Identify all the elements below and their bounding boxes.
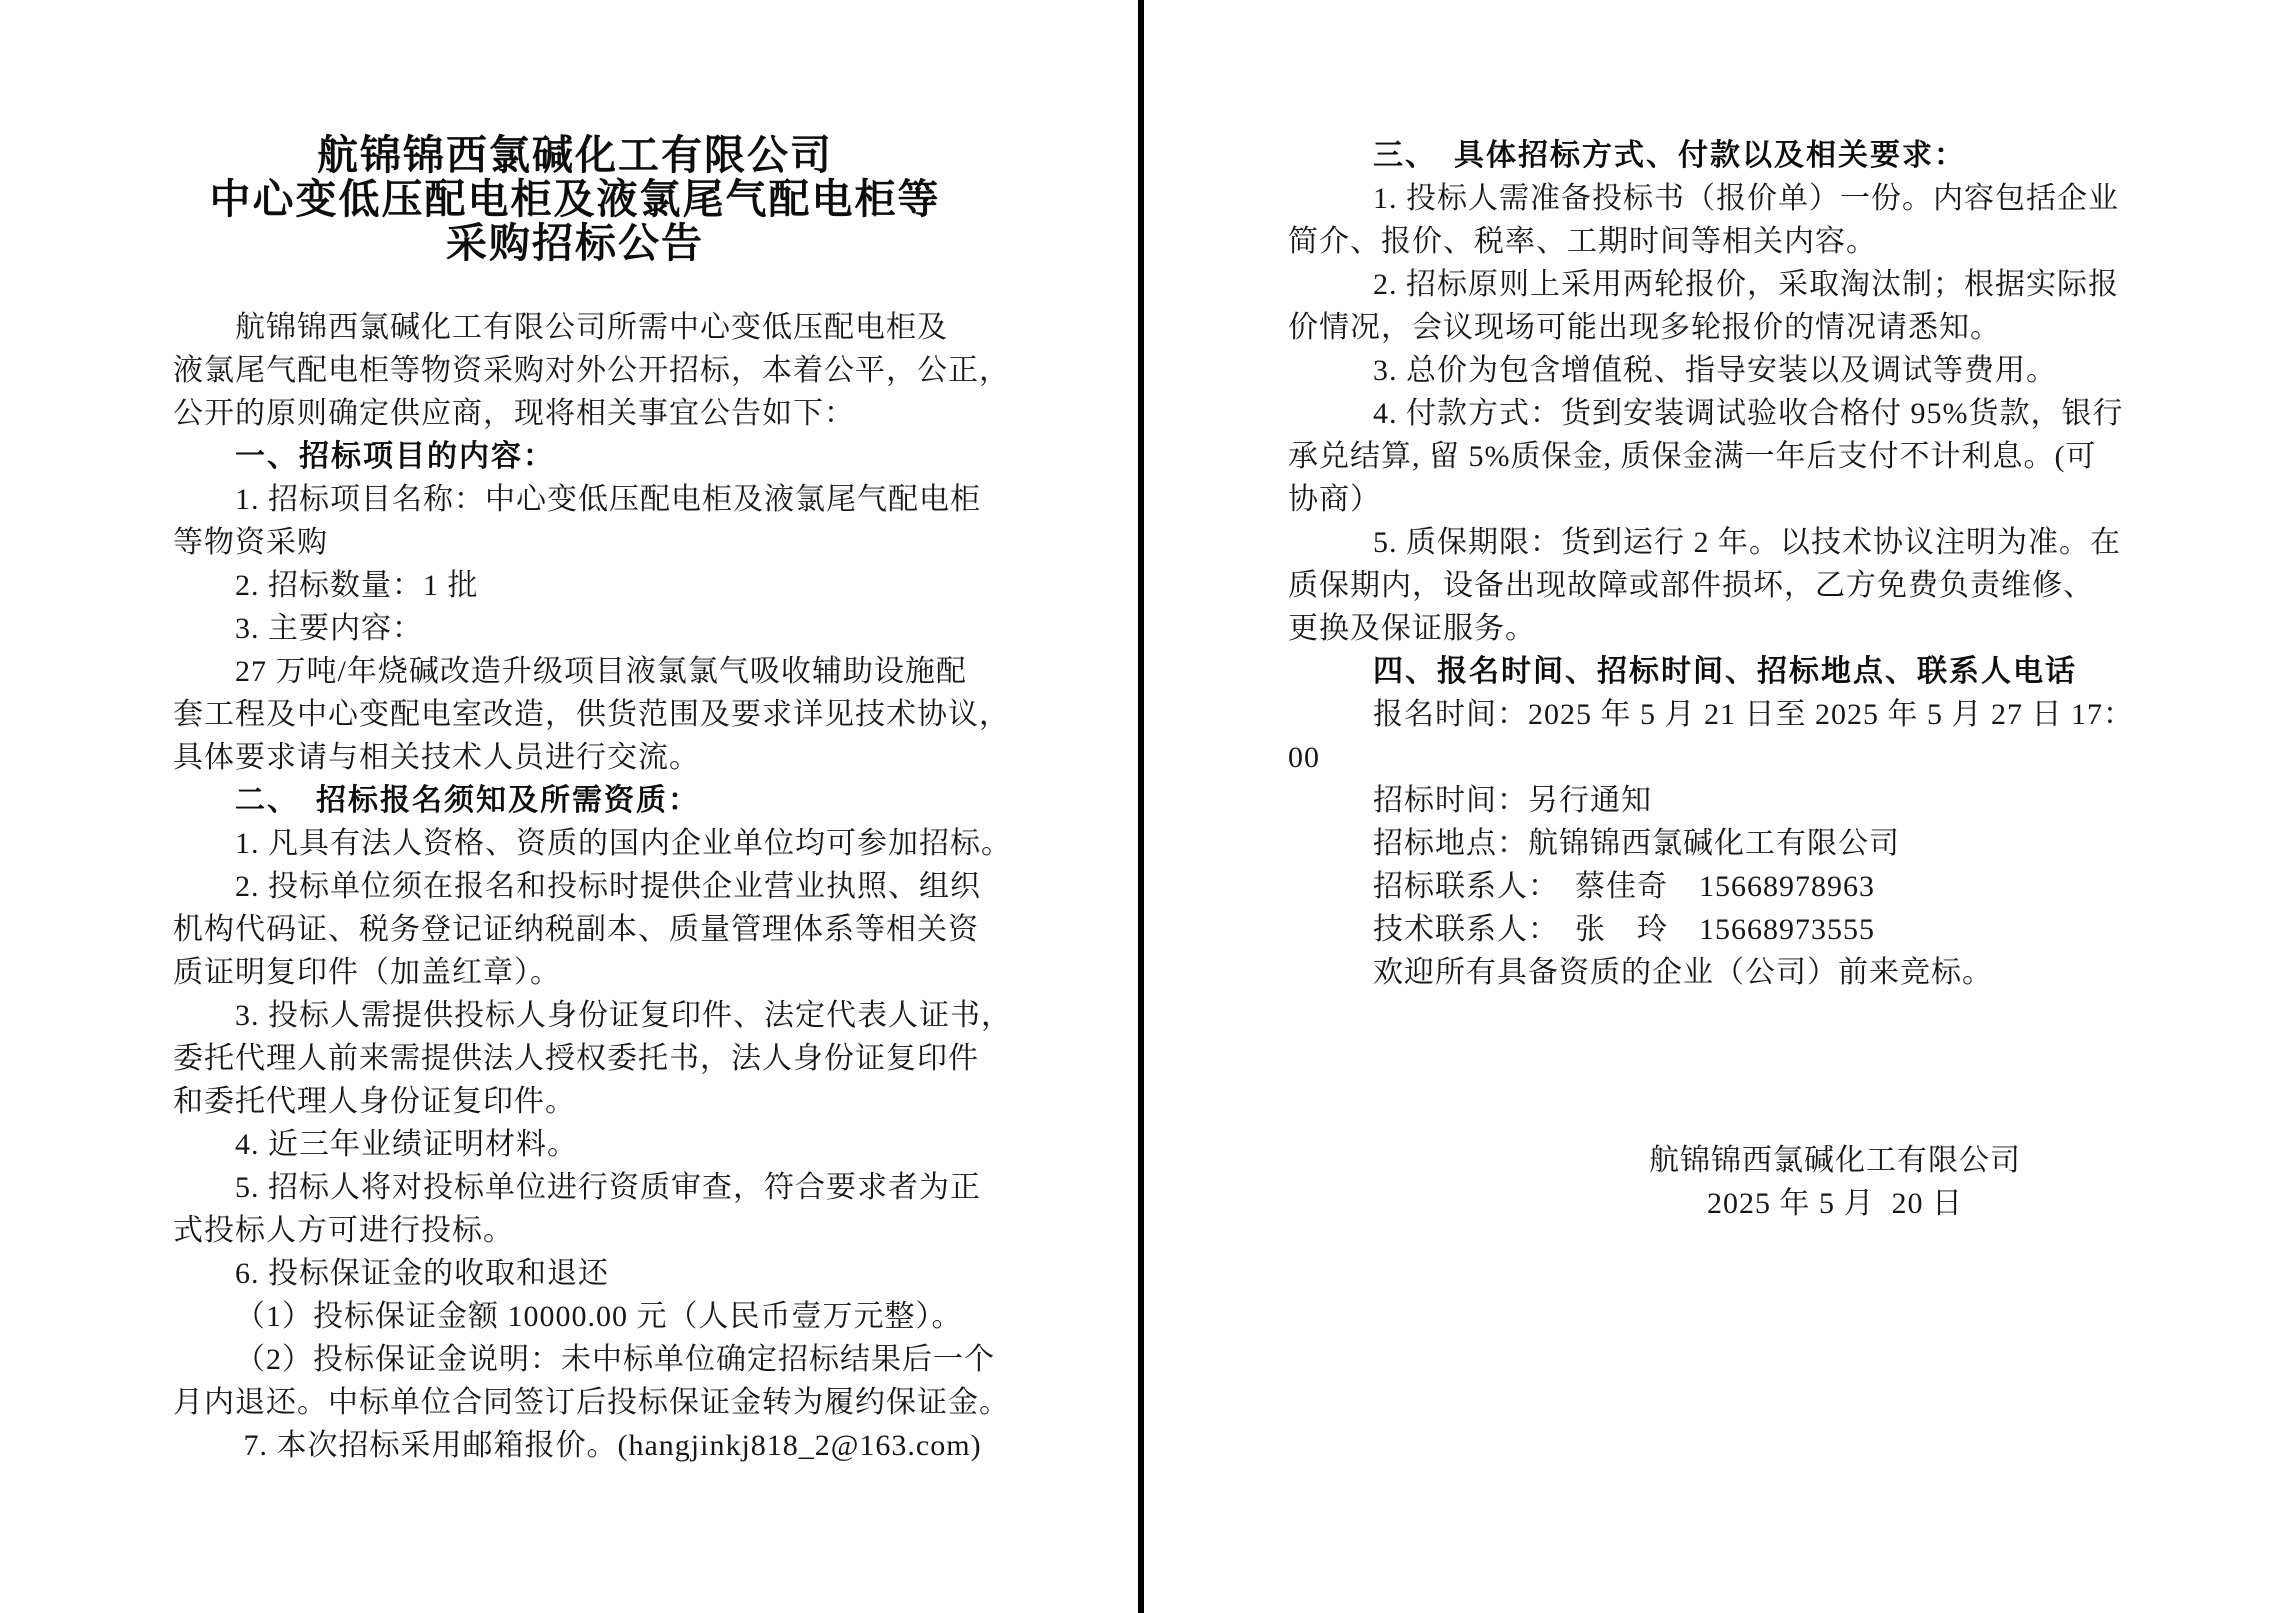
text-line: 更换及保证服务。	[1288, 612, 1536, 645]
signature-company: 航锦锦西氯碱化工有限公司	[1649, 1144, 2021, 1177]
page-divider-line	[1138, 0, 1144, 1613]
text-line: 3. 投标人需提供投标人身份证复印件、法定代表人证书，	[235, 999, 1012, 1032]
text-line: 27 万吨/年烧碱改造升级项目液氯氯气吸收辅助设施配	[235, 655, 967, 688]
text-line: 00	[1288, 741, 1320, 774]
text-line: 4. 近三年业绩证明材料。	[235, 1128, 578, 1161]
text-line: 质保期内，设备出现故障或部件损坏，乙方免费负责维修、	[1288, 569, 2094, 602]
text-line: 2. 招标数量：1 批	[235, 569, 479, 602]
text-line: 质证明复印件（加盖红章）。	[173, 956, 561, 989]
text-line: 1. 投标人需准备投标书（报价单）一份。内容包括企业	[1373, 182, 2119, 215]
text-line: 3. 总价为包含增值税、指导安装以及调试等费用。	[1373, 354, 2057, 387]
text-line: 价情况，会议现场可能出现多轮报价的情况请悉知。	[1288, 311, 2001, 344]
page-left	[0, 0, 1138, 1613]
text-line: 1. 招标项目名称：中心变低压配电柜及液氯尾气配电柜	[235, 483, 981, 516]
text-line: 招标地点：航锦锦西氯碱化工有限公司	[1373, 827, 1900, 860]
right-page-text-body	[1288, 134, 2158, 994]
text-line: 3. 主要内容：	[235, 612, 423, 645]
document-title	[90, 133, 1060, 265]
signature-date: 2025 年 5 月 20 日	[1707, 1187, 1963, 1220]
left-page-text-body	[173, 306, 1025, 1467]
signature-block	[1410, 1139, 2260, 1225]
text-line: 5. 质保期限：货到运行 2 年。以技术协议注明为准。在	[1373, 526, 2121, 559]
text-line: 报名时间：2025 年 5 月 21 日至 2025 年 5 月 27 日 17：	[1373, 698, 2134, 731]
text-line: 招标联系人： 蔡佳奇 15668978963	[1373, 870, 1875, 903]
text-line: 简介、报价、税率、工期时间等相关内容。	[1288, 225, 1877, 258]
text-line: 招标时间：另行通知	[1373, 784, 1652, 817]
text-line: 等物资采购	[173, 526, 328, 559]
text-line: 4. 付款方式：货到安装调试验收合格付 95%货款，银行	[1373, 397, 2124, 430]
text-line: 5. 招标人将对投标单位进行资质审查，符合要求者为正	[235, 1171, 981, 1204]
text-line: 技术联系人： 张 玲 15668973555	[1373, 913, 1875, 946]
text-line: 2. 投标单位须在报名和投标时提供企业营业执照、组织	[235, 870, 981, 903]
text-line: （2）投标保证金说明：未中标单位确定招标结果后一个	[235, 1343, 995, 1376]
text-line: 1. 凡具有法人资格、资质的国内企业单位均可参加招标。	[235, 827, 1012, 860]
text-line: 承兑结算, 留 5%质保金, 质保金满一年后支付不计利息。(可	[1288, 440, 2097, 473]
text-line: 液氯尾气配电柜等物资采购对外公开招标，本着公平，公正，	[173, 354, 1010, 387]
text-line: 协商）	[1288, 483, 1381, 516]
text-line: 公开的原则确定供应商，现将相关事宜公告如下：	[173, 397, 855, 430]
text-line: 月内退还。中标单位合同签订后投标保证金转为履约保证金。	[173, 1386, 1010, 1419]
text-line: 委托代理人前来需提供法人授权委托书，法人身份证复印件	[173, 1042, 979, 1075]
text-line: 和委托代理人身份证复印件。	[173, 1085, 576, 1118]
section-heading: 三、 具体招标方式、付款以及相关要求：	[1373, 139, 1966, 172]
text-line: 套工程及中心变配电室改造，供货范围及要求详见技术协议，	[173, 698, 1010, 731]
text-line: 航锦锦西氯碱化工有限公司所需中心变低压配电柜及	[235, 311, 948, 344]
text-line: 机构代码证、税务登记证纳税副本、质量管理体系等相关资	[173, 913, 979, 946]
text-line: 2. 招标原则上采用两轮报价，采取淘汰制；根据实际报	[1373, 268, 2119, 301]
text-line: 欢迎所有具备资质的企业（公司）前来竞标。	[1373, 956, 1993, 989]
section-heading: 一、招标项目的内容：	[235, 440, 555, 473]
document-title-line: 采购招标公告	[446, 220, 704, 266]
text-line: 7. 本次招标采用邮箱报价。(hangjinkj818_2@163.com)	[235, 1429, 982, 1462]
text-line: （1）投标保证金额 10000.00 元（人民币壹万元整）。	[235, 1300, 963, 1333]
page-right	[1146, 0, 2286, 1613]
text-line: 具体要求请与相关技术人员进行交流。	[173, 741, 700, 774]
text-line: 式投标人方可进行投标。	[173, 1214, 514, 1247]
document-title-line: 中心变低压配电柜及液氯尾气配电柜等	[209, 176, 941, 222]
section-heading: 二、 招标报名须知及所需资质：	[235, 784, 700, 817]
text-line: 6. 投标保证金的收取和退还	[235, 1257, 609, 1290]
document-title-line: 航锦锦西氯碱化工有限公司	[317, 132, 833, 178]
section-heading: 四、报名时间、招标时间、招标地点、联系人电话	[1373, 655, 2077, 688]
